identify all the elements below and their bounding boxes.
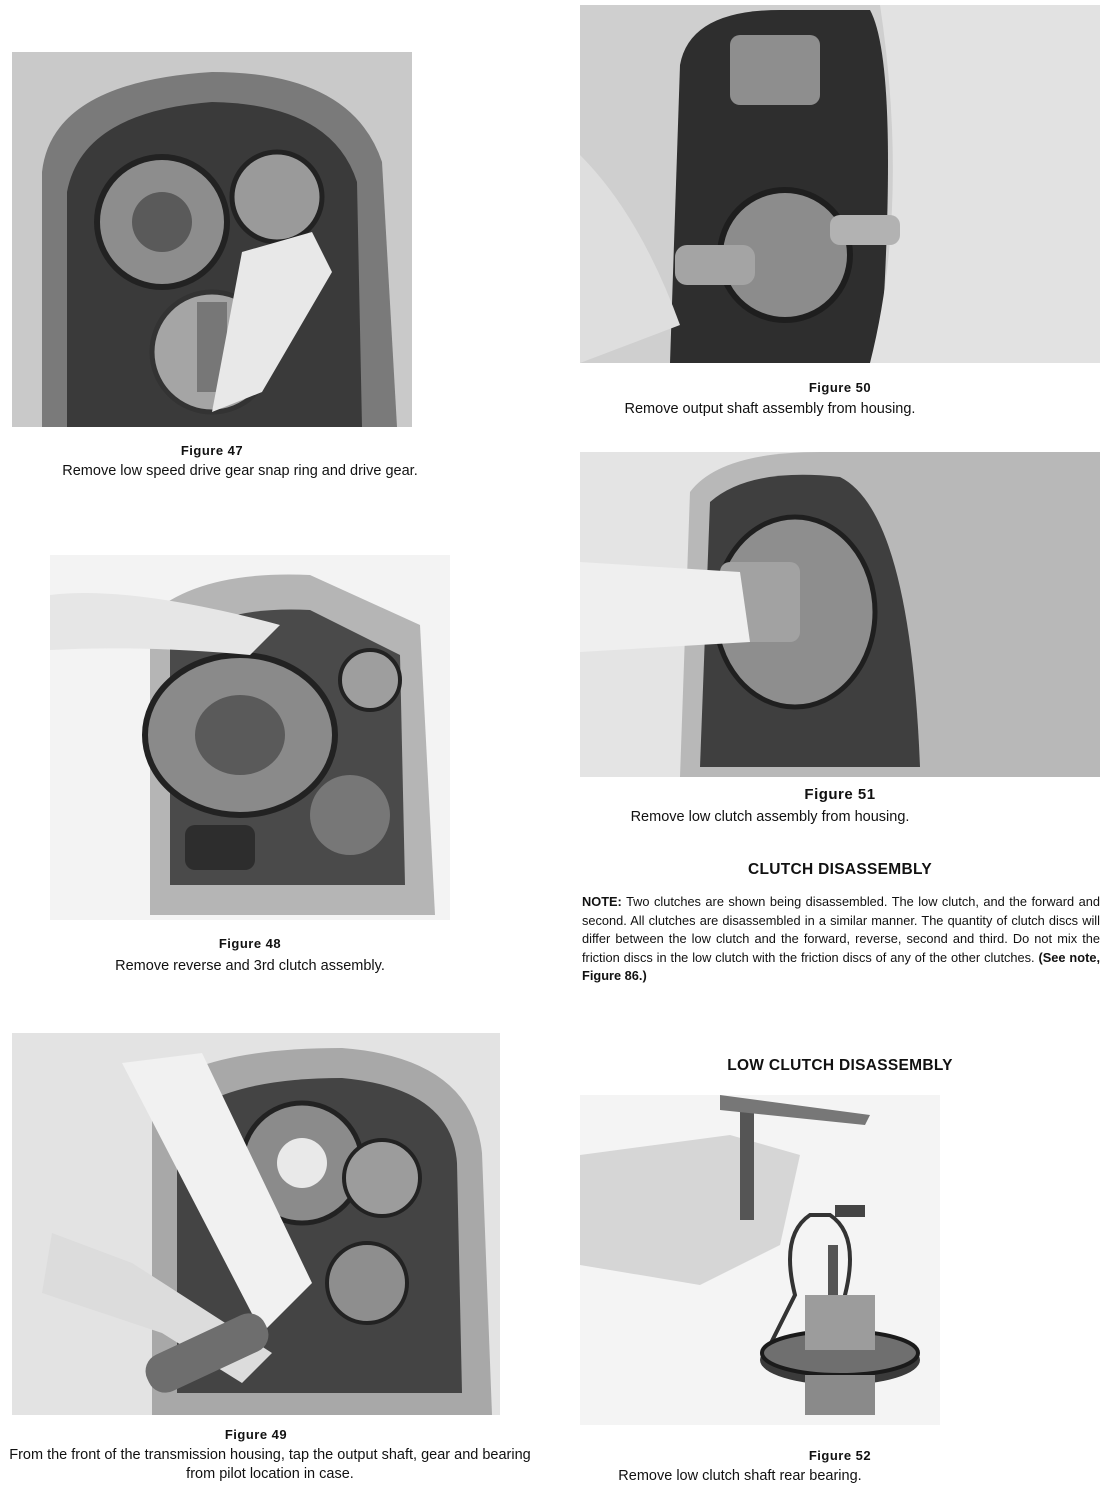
low-clutch-removal-photo-icon: [580, 452, 1100, 777]
clutch-disassembly-note: [582, 893, 1100, 986]
figure-49-photo: [12, 1033, 500, 1415]
low-clutch-disassembly-heading: LOW CLUTCH DISASSEMBLY: [727, 1057, 953, 1074]
figure-50-label: Figure 50: [808, 380, 872, 395]
figure-48-photo: [50, 555, 450, 920]
figure-52-caption: Remove low clutch shaft rear bearing.: [618, 1468, 862, 1484]
transmission-gears-photo-icon: [12, 52, 412, 427]
figure-49-label: Figure 49: [224, 1427, 288, 1442]
figure-51-caption: Remove low clutch assembly from housing.: [630, 809, 910, 825]
figure-51-photo: [580, 452, 1100, 777]
figure-48-caption: Remove reverse and 3rd clutch assembly.: [115, 958, 385, 974]
output-shaft-photo-icon: [12, 1033, 500, 1415]
output-shaft-removal-photo-icon: [580, 5, 1100, 363]
bearing-puller-photo-icon: [580, 1095, 940, 1425]
clutch-assembly-photo-icon: [50, 555, 450, 920]
figure-49-caption: From the front of the transmission housing, tap the output shaft, gear and bearing from pilot location in case.: [9, 1447, 531, 1482]
figure-47-caption: Remove low speed drive gear snap ring and drive gear.: [62, 463, 418, 479]
figure-51-label: Figure 51: [804, 786, 876, 803]
figure-50-photo: [580, 5, 1100, 363]
figure-50-caption: Remove output shaft assembly from housing.: [624, 401, 916, 417]
note-text: Two clutches are shown being disassembled. The low clutch, and the forward and second. All clutches are disassembled in a similar manner. The quantity of clutch discs will differ between the low clutch and the forward, reverse, second and third. Do not mix the friction discs in the low clutch with the friction discs of any of the other clutches.: [582, 894, 1100, 965]
figure-48-label: Figure 48: [218, 936, 282, 951]
figure-52-label: Figure 52: [808, 1448, 872, 1463]
figure-52-photo: [580, 1095, 940, 1425]
clutch-disassembly-heading: CLUTCH DISASSEMBLY: [748, 861, 932, 878]
note-reference: (See note, Figure 86.): [582, 949, 1101, 983]
figure-47-photo: [12, 52, 412, 427]
note-label: NOTE:: [582, 894, 622, 909]
figure-47-label: Figure 47: [180, 443, 244, 458]
